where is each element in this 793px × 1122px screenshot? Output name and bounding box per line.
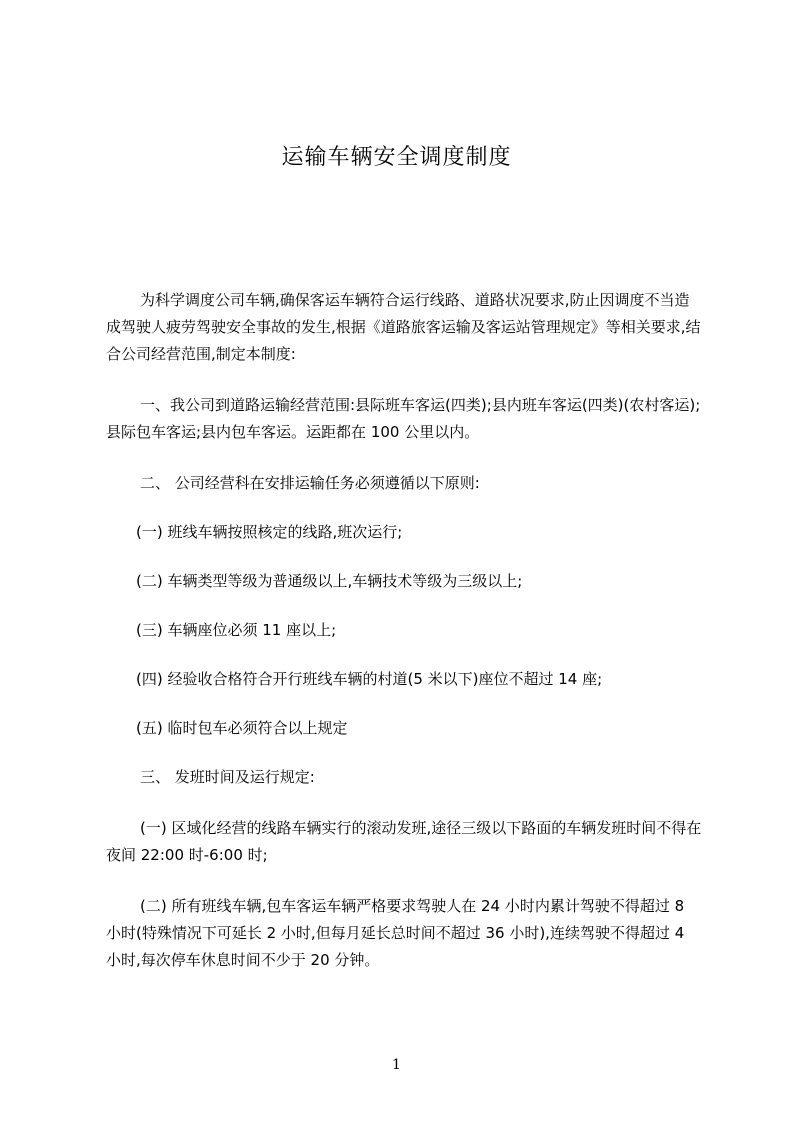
section-three-item-2: (二) 所有班线车辆,包车客运车辆严格要求驾驶人在 24 小时内累计驾驶不得超过 8 小时(特殊情况下可延长 2 小时,但每月延长总时间不超过 36 小时),连续驾驶不得超过 4 小时,每次停车休息时间不少于 20 分钟。 — [106, 897, 685, 969]
document-title: 运输车辆安全调度制度 — [281, 145, 512, 170]
section-one-paragraph: 一、我公司到道路运输经营范围:县际班车客运(四类);县内班车客运(四类)(农村客运);县际包车客运;县内包车客运。运距都在 100 公里以内。 — [106, 396, 701, 441]
section-two-item-2: (二) 车辆类型等级为普通级以上,车辆技术等级为三级以上; — [136, 572, 523, 590]
section-two-item-3: (三) 车辆座位必须 11 座以上; — [136, 621, 337, 639]
section-three-heading: 三、 发班时间及运行规定: — [140, 768, 315, 786]
section-two-heading: 二、 公司经营科在安排运输任务必须遵循以下原则: — [140, 474, 480, 492]
intro-paragraph: 为科学调度公司车辆,确保客运车辆符合运行线路、道路状况要求,防止因调度不当造成驾驶人疲劳驾驶安全事故的发生,根据《道路旅客运输及客运站管理规定》等相关要求,结合公司经营范围,制定本制度: — [106, 291, 701, 363]
section-three-item-1: (一) 区域化经营的线路车辆实行的滚动发班,途径三级以下路面的车辆发班时间不得在夜间 22:00 时-6:00 时; — [106, 819, 702, 864]
page-number: 1 — [392, 1057, 401, 1073]
section-two-item-4: (四) 经验收合格符合开行班线车辆的村道(5 米以下)座位不超过 14 座; — [136, 670, 603, 688]
section-two-item-1: (一) 班线车辆按照核定的线路,班次运行; — [136, 523, 403, 541]
document-body — [106, 287, 702, 974]
section-two-item-5: (五) 临时包车必须符合以上规定 — [136, 719, 348, 737]
